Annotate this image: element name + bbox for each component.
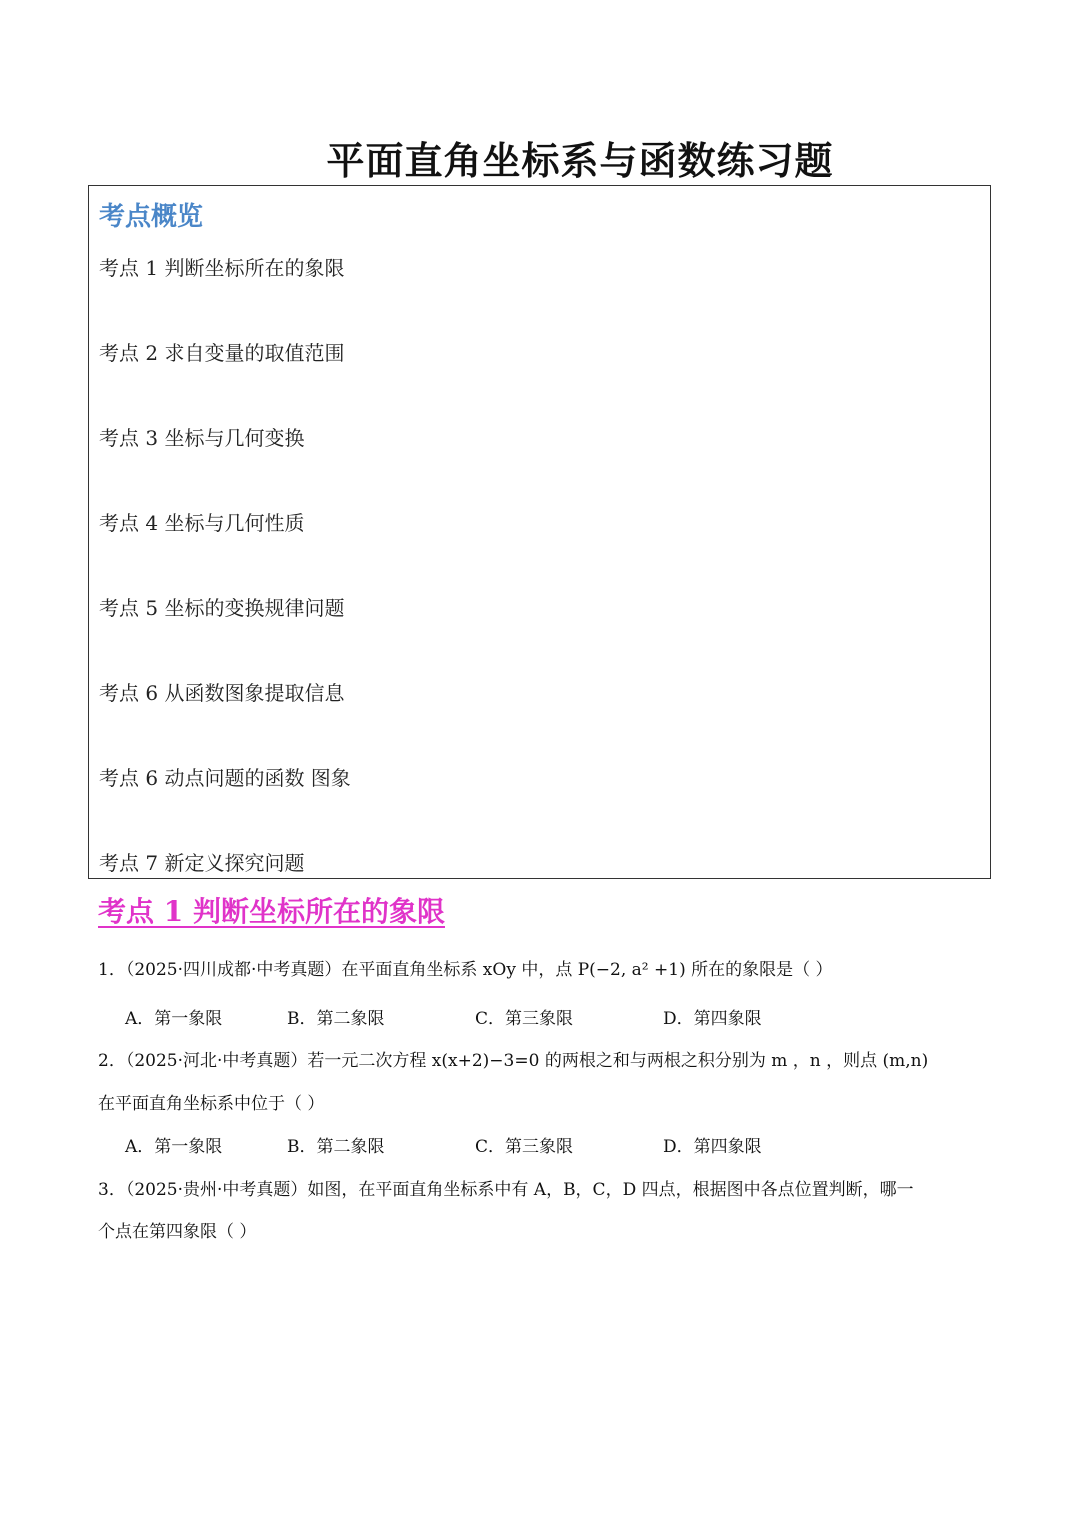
question-1-option-b: B．第二象限 — [287, 1009, 385, 1029]
question-2-text-line-2: 在平面直角坐标系中位于（ ） — [98, 1094, 325, 1114]
question-1-option-d: D．第四象限 — [663, 1009, 762, 1029]
overview-item: 考点 1 判断坐标所在的象限 — [99, 256, 345, 280]
question-1-option-c: C．第三象限 — [475, 1009, 574, 1029]
question-3-text-line-1: 3．（2025·贵州·中考真题）如图，在平面直角坐标系中有 A，B，C，D 四点，根据图中各点位置判断，哪一 — [98, 1180, 914, 1200]
overview-item: 考点 4 坐标与几何性质 — [99, 511, 305, 535]
overview-heading: 考点概览 — [99, 202, 204, 232]
overview-item: 考点 7 新定义探究问题 — [99, 851, 305, 875]
overview-item: 考点 6 从函数图象提取信息 — [99, 681, 345, 705]
question-2-option-a: A．第一象限 — [125, 1137, 223, 1157]
overview-item: 考点 2 求自变量的取值范围 — [99, 341, 345, 365]
question-1-option-a: A．第一象限 — [125, 1009, 223, 1029]
question-2-option-c: C．第三象限 — [475, 1137, 574, 1157]
question-3-text-line-2: 个点在第四象限（ ） — [98, 1222, 257, 1242]
question-2-option-d: D．第四象限 — [663, 1137, 762, 1157]
overview-item: 考点 3 坐标与几何变换 — [99, 426, 305, 450]
section-title: 考点 1 判断坐标所在的象限 — [98, 895, 445, 928]
overview-item: 考点 5 坐标的变换规律问题 — [99, 596, 345, 620]
overview-item: 考点 6 动点问题的函数 图象 — [99, 766, 351, 790]
question-2-text-line-1: 2．（2025·河北·中考真题）若一元二次方程 x(x+2)−3=0 的两根之和与两根之积分别为 m ，n ，则点 (m,n) — [98, 1051, 929, 1071]
question-1-text: 1．（2025·四川成都·中考真题）在平面直角坐标系 xOy 中，点 P(−2, a² +1) 所在的象限是（ ） — [98, 960, 833, 980]
page-title: 平面直角坐标系与函数练习题 — [326, 138, 834, 183]
question-2-option-b: B．第二象限 — [287, 1137, 385, 1157]
overview-box — [88, 185, 991, 879]
